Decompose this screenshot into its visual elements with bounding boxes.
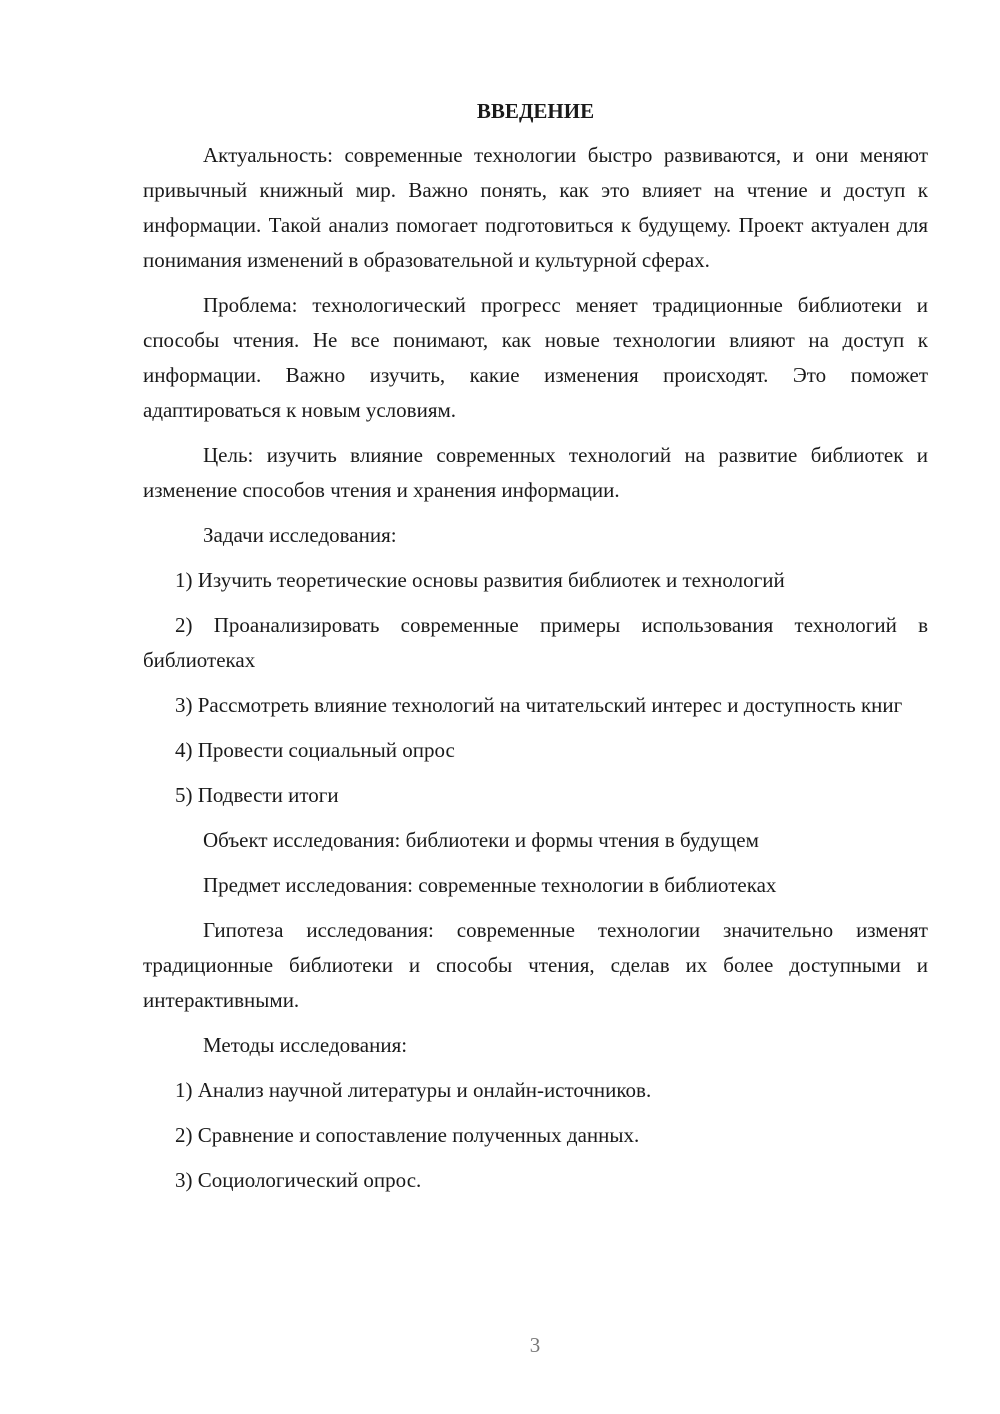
object-paragraph: Объект исследования: библиотеки и формы чтения в будущем: [203, 828, 759, 852]
task-item: 3) Рассмотреть влияние технологий на читательский интерес и доступность книг: [175, 693, 903, 717]
method-item: 2) Сравнение и сопоставление полученных данных.: [175, 1123, 640, 1147]
subject-paragraph: Предмет исследования: современные технологии в библиотеках: [203, 873, 777, 897]
section-title: ВВЕДЕНИЕ: [476, 99, 595, 123]
problem-paragraph: Проблема: технологический прогресс меняет традиционные библиотеки и способы чтения. Не все понимают, как новые технологии влияют на доступ к информации. Важно изучить, какие изменения происходят. Это поможет адаптироваться к новым условиям.: [143, 293, 928, 422]
task-item: 5) Подвести итоги: [175, 783, 339, 807]
goal-paragraph: Цель: изучить влияние современных технологий на развитие библиотек и изменение способов чтения и хранения информации.: [143, 443, 928, 502]
document-page: [143, 96, 928, 1208]
methods-heading: Методы исследования:: [203, 1033, 408, 1057]
tasks-heading: Задачи исследования:: [203, 523, 397, 547]
relevance-paragraph: Актуальность: современные технологии быстро развиваются, и они меняют привычный книжный мир. Важно понять, как это влияет на чтение и доступ к информации. Такой анализ помогает подготовиться к будущему. Проект актуален для понимания изменений в образовательной и культурной сферах.: [143, 143, 928, 272]
method-item: 1) Анализ научной литературы и онлайн-источников.: [175, 1078, 652, 1102]
task-item: 4) Провести социальный опрос: [175, 738, 455, 762]
task-item: 2) Проанализировать современные примеры использования технологий в библиотеках: [143, 613, 928, 672]
method-item: 3) Социологический опрос.: [175, 1168, 422, 1192]
page-number: 3: [529, 1333, 541, 1357]
task-item: 1) Изучить теоретические основы развития библиотек и технологий: [175, 568, 785, 592]
hypothesis-paragraph: Гипотеза исследования: современные технологии значительно изменят традиционные библиотеки и способы чтения, сделав их более доступными и интерактивными.: [143, 918, 928, 1012]
